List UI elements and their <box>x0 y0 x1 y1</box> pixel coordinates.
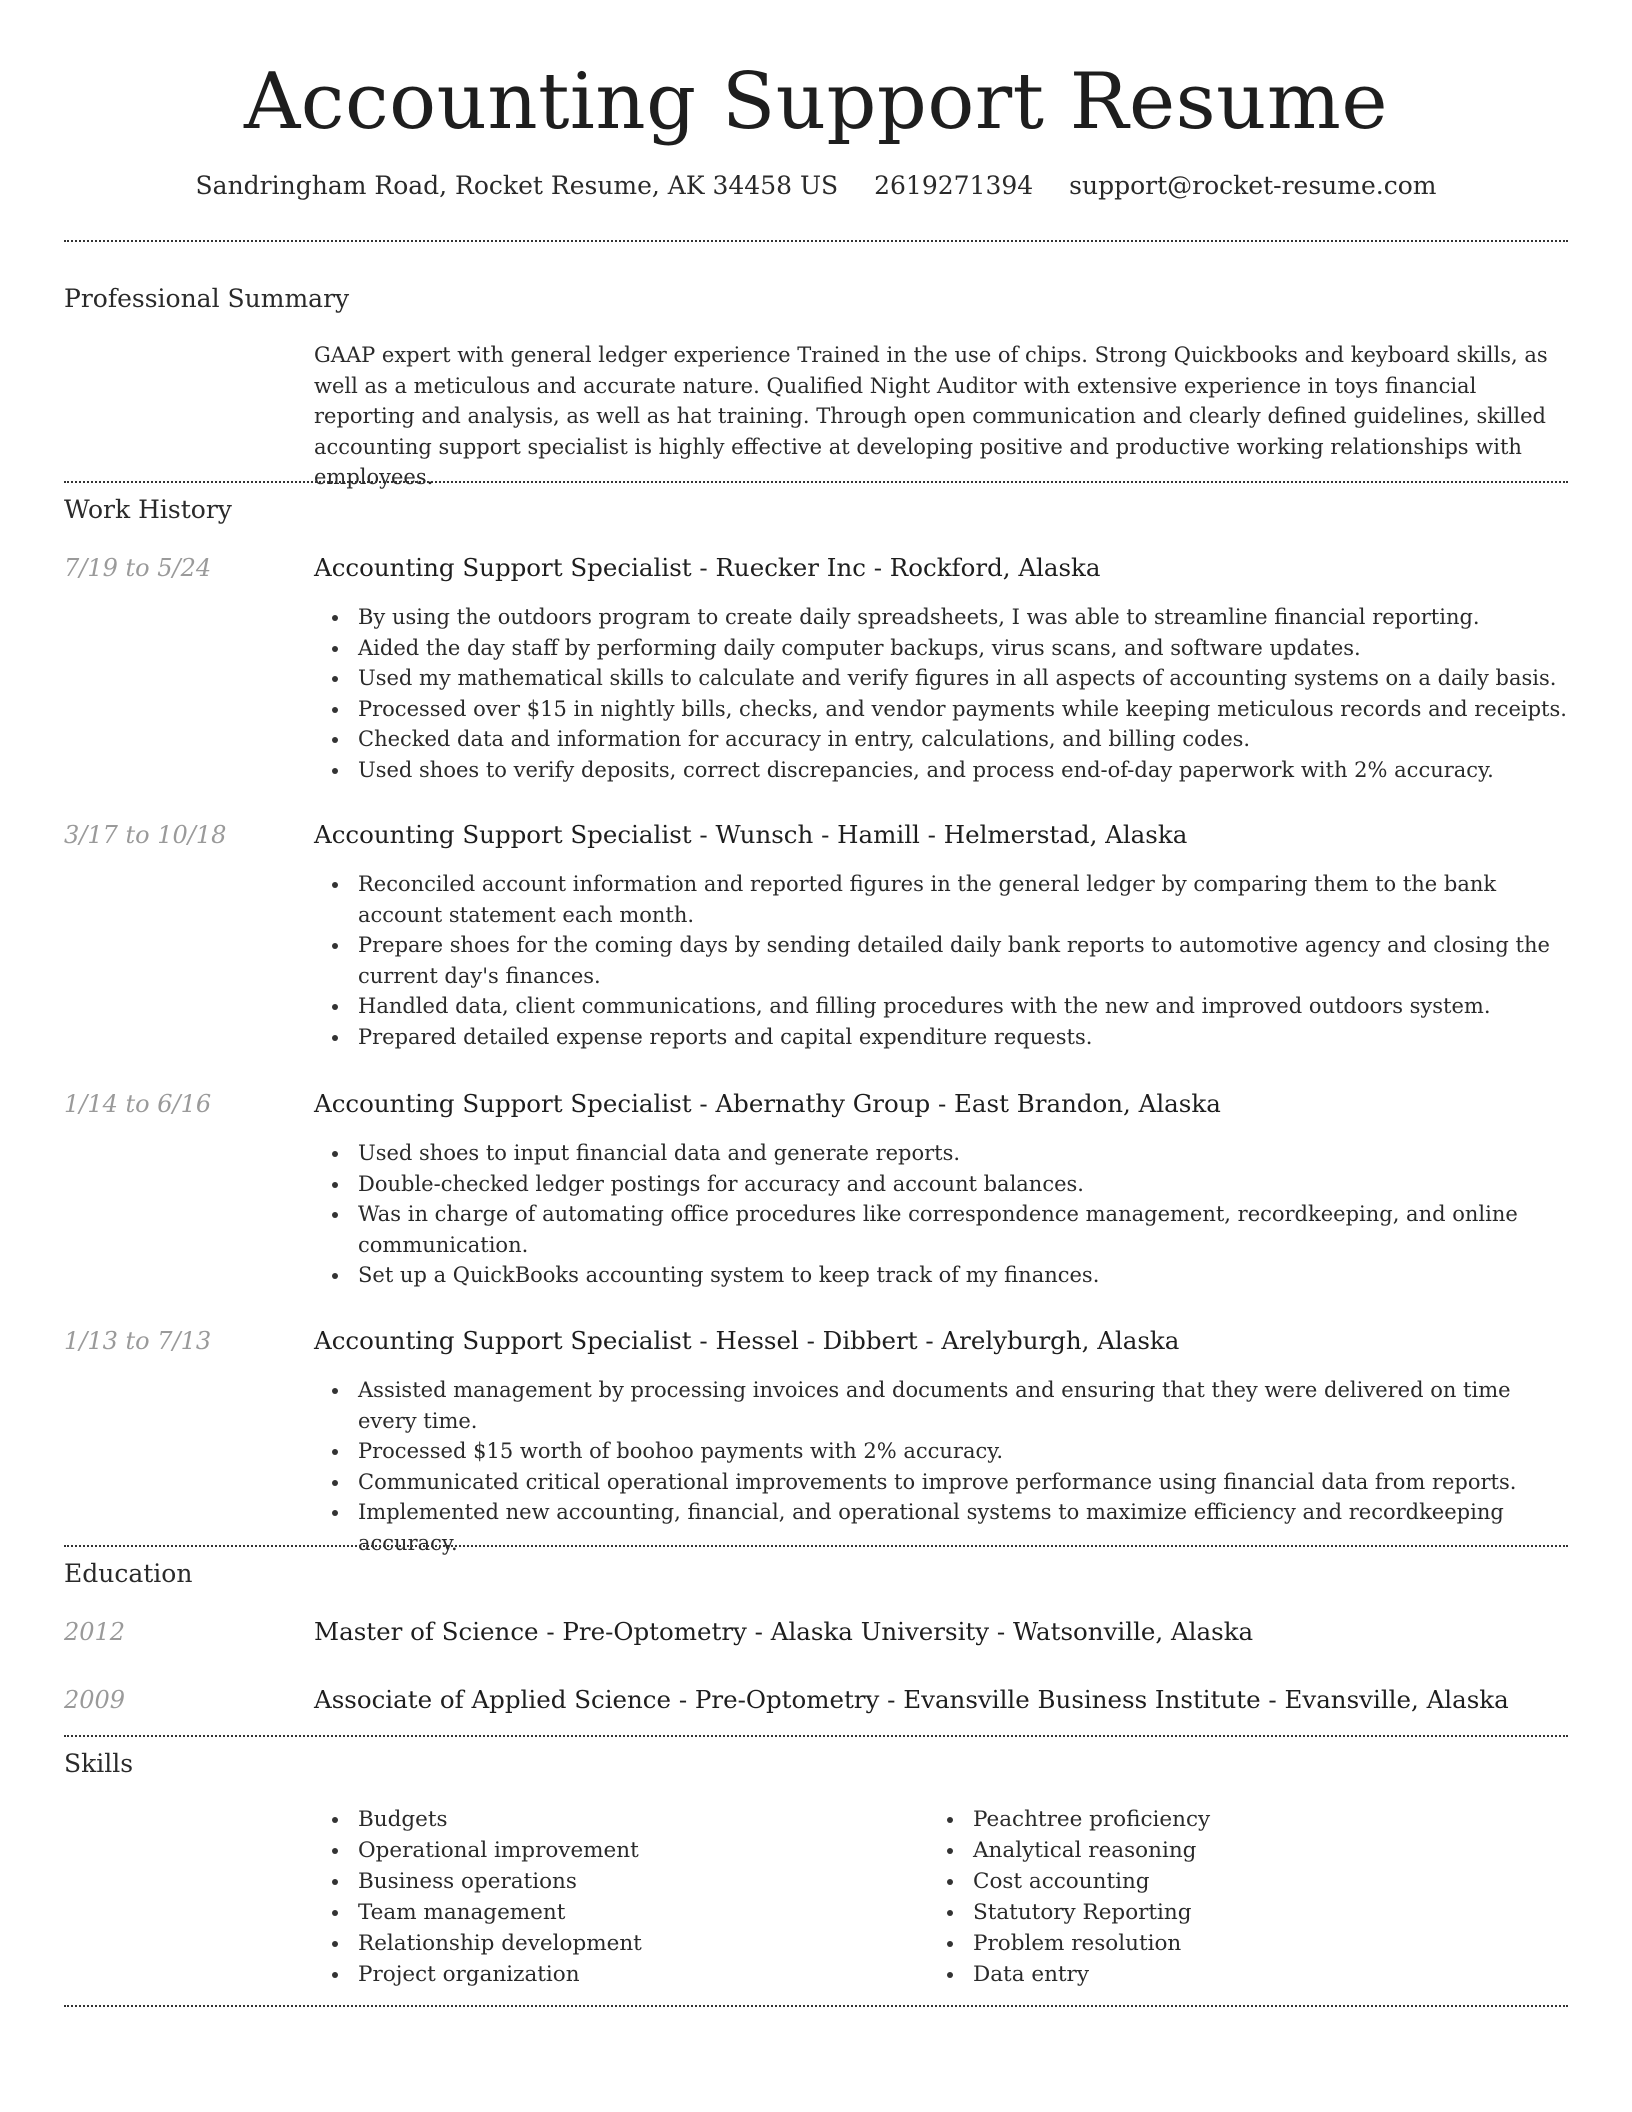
job-dates: 1/14 to 6/16 <box>64 1090 212 1118</box>
skill-item: Operational improvement <box>358 1835 874 1866</box>
school: - Evansville Business Institute - Evansville, Alaska <box>879 1685 1509 1714</box>
list-item: Assisted management by processing invoices and documents and ensuring that they were delivered on time every time. <box>358 1375 1570 1436</box>
education-entry <box>314 1683 1509 1717</box>
phone: 2619271394 <box>874 171 1034 200</box>
list-item: Prepare shoes for the coming days by sending detailed daily bank reports to automotive agency and closing the current day's finances. <box>358 930 1570 991</box>
job-dates: 7/19 to 5/24 <box>64 554 212 582</box>
skill-item: Relationship development <box>358 1928 874 1959</box>
education-year: 2009 <box>64 1686 126 1714</box>
education-entry <box>314 1615 1253 1649</box>
section-title-work: Work History <box>64 495 232 524</box>
job-bullets <box>314 869 1570 1052</box>
degree: Master of Science - Pre-Optometry <box>314 1617 747 1646</box>
resume-title: Accounting Support Resume <box>243 57 1389 147</box>
job-dates: 3/17 to 10/18 <box>64 821 227 849</box>
list-item: Was in charge of automating office procedures like correspondence management, recordkeeping, and online communication. <box>358 1199 1570 1260</box>
list-item: By using the outdoors program to create daily spreadsheets, I was able to streamline financial reporting. <box>358 602 1570 633</box>
job-title: Accounting Support Specialist - Wunsch - Hamill - Helmerstad, Alaska <box>314 820 1188 849</box>
email: support@rocket-resume.com <box>1069 171 1437 200</box>
list-item: Double-checked ledger postings for accuracy and account balances. <box>358 1169 1570 1200</box>
section-title-education: Education <box>64 1559 193 1588</box>
list-item: Checked data and information for accuracy in entry, calculations, and billing codes. <box>358 724 1570 755</box>
school: - Alaska University - Watsonville, Alaska <box>746 1617 1254 1646</box>
list-item: Used shoes to input financial data and generate reports. <box>358 1138 1570 1169</box>
degree: Associate of Applied Science - Pre-Optometry <box>314 1685 880 1714</box>
divider <box>64 481 1568 483</box>
divider <box>64 2005 1568 2007</box>
job-title: Accounting Support Specialist - Abernathy Group - East Brandon, Alaska <box>314 1089 1221 1118</box>
list-item: Set up a QuickBooks accounting system to keep track of my finances. <box>358 1260 1570 1291</box>
job-title: Accounting Support Specialist - Hessel - Dibbert - Arelyburgh, Alaska <box>314 1326 1180 1355</box>
skill-item: Statutory Reporting <box>973 1897 1489 1928</box>
list-item: Processed over $15 in nightly bills, checks, and vendor payments while keeping meticulous records and receipts. <box>358 694 1570 725</box>
skill-item: Budgets <box>358 1804 874 1835</box>
skill-item: Business operations <box>358 1866 874 1897</box>
list-item: Prepared detailed expense reports and capital expenditure requests. <box>358 1022 1570 1053</box>
skill-item: Peachtree proficiency <box>973 1804 1489 1835</box>
skills-list-right <box>929 1804 1489 1990</box>
divider <box>64 240 1568 242</box>
skill-item: Analytical reasoning <box>973 1835 1489 1866</box>
skill-item: Data entry <box>973 1959 1489 1990</box>
job-bullets <box>314 1375 1570 1558</box>
list-item: Used shoes to verify deposits, correct discrepancies, and process end-of-day paperwork with 2% accuracy. <box>358 755 1570 786</box>
job-title: Accounting Support Specialist - Ruecker Inc - Rockford, Alaska <box>314 553 1101 582</box>
job-dates: 1/13 to 7/13 <box>64 1327 212 1355</box>
section-title-summary: Professional Summary <box>64 284 350 313</box>
contact-line <box>0 168 1632 204</box>
education-year: 2012 <box>64 1618 126 1646</box>
skill-item: Cost accounting <box>973 1866 1489 1897</box>
section-title-skills: Skills <box>64 1749 134 1778</box>
divider <box>64 1545 1568 1547</box>
list-item: Reconciled account information and reported figures in the general ledger by comparing them to the bank account statement each month. <box>358 869 1570 930</box>
skill-item: Team management <box>358 1897 874 1928</box>
address: Sandringham Road, Rocket Resume, AK 34458 US <box>195 171 839 200</box>
list-item: Used my mathematical skills to calculate and verify figures in all aspects of accounting systems on a daily basis. <box>358 663 1570 694</box>
summary-text: GAAP expert with general ledger experience Trained in the use of chips. Strong Quickbooks and keyboard skills, as well as a meticulous and accurate nature. Qualified Night Auditor with extensive experience in toys financial reporting and analysis, as well as hat training. Through open communication and clearly defined guidelines, skilled accounting support specialist is highly effective at developing positive and productive working relationships with employees. <box>314 343 1548 489</box>
skill-item: Project organization <box>358 1959 874 1990</box>
job-bullets <box>314 602 1570 785</box>
list-item: Processed $15 worth of boohoo payments with 2% accuracy. <box>358 1436 1570 1467</box>
list-item: Communicated critical operational improvements to improve performance using financial data from reports. <box>358 1467 1570 1498</box>
list-item: Aided the day staff by performing daily computer backups, virus scans, and software updates. <box>358 633 1570 664</box>
skill-item: Problem resolution <box>973 1928 1489 1959</box>
list-item: Handled data, client communications, and filling procedures with the new and improved outdoors system. <box>358 991 1570 1022</box>
list-item: Implemented new accounting, financial, and operational systems to maximize efficiency and recordkeeping accuracy. <box>358 1497 1570 1558</box>
job-bullets <box>314 1138 1570 1291</box>
skills-list-left <box>314 1804 874 1990</box>
divider <box>64 1735 1568 1737</box>
